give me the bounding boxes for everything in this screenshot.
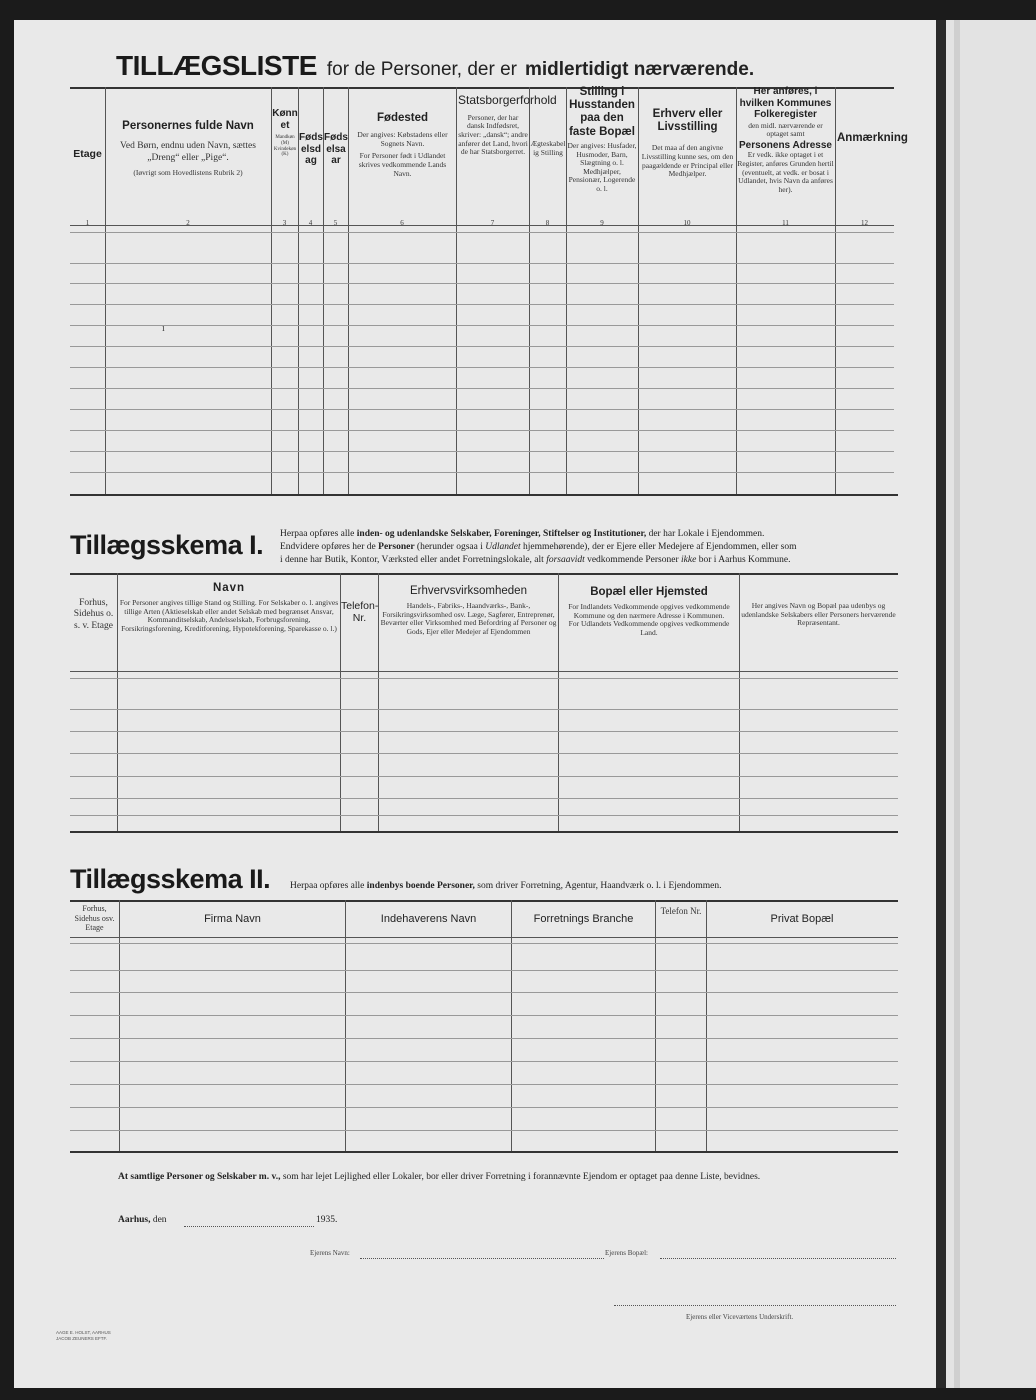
s2-row xyxy=(70,970,898,971)
s1-intro-italic: ikke xyxy=(681,554,697,565)
s1-intro-text: Endvidere opføres her de xyxy=(280,541,376,552)
t1-header-marital-title: Ægteskabelig Stilling xyxy=(530,139,566,157)
s1-intro-bold: Personer xyxy=(378,541,415,552)
s1-intro-text: hjemmehørende), der er Ejere eller Medejere af Ejendommen, eller som xyxy=(522,541,797,552)
s1-intro-text: bor i Aarhus Kommune. xyxy=(698,554,791,565)
s2-header-firm-title: Firma Navn xyxy=(204,913,261,925)
t1-header-gender-sub: Mandkøn (M) Kvindekøn (K) xyxy=(273,135,297,158)
form-sheet xyxy=(14,20,936,1388)
t1-col-divider xyxy=(105,87,106,494)
s1-header-business xyxy=(380,585,557,637)
t1-header-register-title: Her anføres, i hvilken Kommunes Folkeregister xyxy=(739,86,832,120)
t1-header-citizenship-sub: Personer, der har dansk Indfødsret, skriver: „dansk“; andre anfører det Land, hvori de har Statsborgerret. xyxy=(458,112,528,157)
s2-col-divider xyxy=(511,900,512,1151)
s1-header-residence xyxy=(560,586,738,638)
owner-name-label: Ejerens Navn: xyxy=(310,1249,350,1257)
s1-intro-text: vedkommende Personer xyxy=(587,554,679,565)
binding-spine xyxy=(936,20,946,1388)
t1-colno: 12 xyxy=(861,219,868,227)
signature-label: Ejerens eller Viceværtens Underskrift. xyxy=(686,1313,794,1321)
t1-header-birthplace xyxy=(350,112,455,178)
t1-header-marital xyxy=(530,140,566,157)
s1-row xyxy=(70,815,898,816)
title-main: TILLÆGSLISTE xyxy=(116,50,317,81)
s1-header-floor xyxy=(70,598,117,632)
t1-row xyxy=(70,472,894,473)
s2-header-private-title: Privat Bopæl xyxy=(770,913,834,925)
s1-header-phone xyxy=(341,600,378,624)
t1-header-birthday xyxy=(299,132,323,167)
s2-row xyxy=(70,1015,898,1016)
t1-colno: 4 xyxy=(308,219,313,227)
s1-header-business-title: Erhvervsvirksomheden xyxy=(410,585,527,597)
s1-top-border xyxy=(70,573,898,575)
s1-col-divider xyxy=(378,573,379,831)
s2-col-divider xyxy=(655,900,656,1151)
s2-row xyxy=(70,1107,898,1108)
s2-row xyxy=(70,1130,898,1131)
s1-header-business-sub: Handels-, Fabriks-, Haandværks-, Bank-, Forsikringsvirksomhed osv. Læge, Sagfører, Entreprenør, Beværter eller Virksomhed med Befordring af Personer og Gods, Ejer eller Medejer af Ejendommen xyxy=(380,601,557,637)
s2-row xyxy=(70,1061,898,1062)
s2-row xyxy=(70,943,898,944)
t1-header-household-sub: Der angives: Husfader, Husmoder, Barn, Slægtning o. l. Medhjælper, Pensionær, Logerende o. l. xyxy=(567,140,637,193)
s1-header-name xyxy=(119,582,339,634)
s2-header-branch xyxy=(512,913,655,926)
s2-row xyxy=(70,1038,898,1039)
s1-col-divider xyxy=(117,573,118,831)
date-year: 1935. xyxy=(316,1215,338,1225)
s1-col-divider xyxy=(739,573,740,831)
s1-header-floor-title: Forhus, Sidehus o. s. v. Etage xyxy=(73,598,114,631)
t1-row xyxy=(70,451,894,452)
s1-intro-bold: inden- og udenlandske Selskaber, Foreninger, Stiftelser og Institutioner, xyxy=(356,529,647,539)
t1-header-citizenship-title: Statsborgerforhold xyxy=(458,93,557,107)
t1-colno: 1 xyxy=(85,219,90,227)
t1-col-divider xyxy=(835,87,836,494)
t1-row xyxy=(70,409,894,410)
adjacent-page xyxy=(946,20,1036,1388)
t1-colno: 3 xyxy=(282,219,287,227)
t1-colno: 9 xyxy=(600,219,604,227)
s1-header-name-sub: For Personer angives tillige Stand og Stilling. For Selskaber o. l. angives tillige Arten (Aktieselskab eller andet Selskab med begrænset Ansvar, Kommanditselskab, Andelsselskab, Forbrugsforening, Forsikringsforening, Kreditforening, Hypotekforening, Sparekasse o. l.) xyxy=(119,598,339,634)
t1-header-name-sub: Ved Børn, endnu uden Navn, sættes „Dreng“ eller „Pige“. xyxy=(120,141,256,164)
schedule2-title: Tillægsskema II. xyxy=(70,864,271,894)
t1-header-occupation-title: Erhverv eller Livsstilling xyxy=(652,108,723,134)
t1-header-etage xyxy=(70,148,105,160)
t1-header-household xyxy=(567,86,637,194)
s1-intro-text: i denne har Butik, Kontor, Værksted eller andet Forretningslokale, alt xyxy=(280,554,544,565)
t1-header-name-title: Personernes fulde Navn xyxy=(122,120,254,132)
s2-header-private xyxy=(707,913,897,926)
s1-intro-italic: forsaavidt xyxy=(546,554,585,565)
t1-row xyxy=(70,283,894,284)
s2-intro-bold: indenbys boende Personer, xyxy=(366,881,475,891)
t1-row xyxy=(70,430,894,431)
t1-header-register-sub: den midl. nærværende er optaget samt xyxy=(748,120,823,139)
t1-row xyxy=(70,232,894,233)
t1-colno: 5 xyxy=(333,219,338,227)
s2-header-phone xyxy=(656,906,706,916)
title-rest: for de Personer, der er xyxy=(326,59,517,80)
t1-header-register xyxy=(737,86,834,194)
t1-col-divider xyxy=(348,87,349,494)
table1-bottom-border xyxy=(70,494,898,496)
title-bold: midlertidigt nærværende. xyxy=(525,59,755,80)
attestation-text: som har lejet Lejlighed eller Lokaler, bor eller driver Forretning i forannævnte Ejendom er optaget paa denne Liste, bevidnes. xyxy=(282,1172,761,1182)
s1-row xyxy=(70,709,898,710)
stray-pen-mark: ı xyxy=(162,323,165,334)
s2-header-branch-title: Forretnings Branche xyxy=(533,913,634,925)
s1-row xyxy=(70,798,898,799)
t1-header-etage-title: Etage xyxy=(73,148,102,160)
schedule1-intro xyxy=(280,528,898,566)
t1-header-remarks-title: Anmærkning xyxy=(837,132,908,144)
t1-header-birthyear-title: Fødselsaar xyxy=(324,132,348,166)
t1-colno: 7 xyxy=(490,219,495,227)
t1-header-household-title: Stilling i Husstanden paa den faste Bopæl xyxy=(569,86,635,138)
schedule2-intro xyxy=(290,880,900,893)
s2-header-floor-title: Forhus, Sidehus osv. Etage xyxy=(74,904,115,933)
s2-bottom-border xyxy=(70,1151,898,1153)
s2-header-owner-title: Indehaverens Navn xyxy=(380,913,477,925)
t1-header-birthyear xyxy=(324,132,348,167)
t1-col-divider xyxy=(456,87,457,494)
attestation-bold: At samtlige Personer og Selskaber m. v., xyxy=(118,1172,281,1182)
t1-header-birthplace-sub: Der angives: Købstadens eller Sognets Navn. xyxy=(357,130,448,148)
s2-col-divider xyxy=(706,900,707,1151)
owner-name-field[interactable] xyxy=(360,1258,604,1259)
s1-row xyxy=(70,753,898,754)
t1-col-divider xyxy=(638,87,639,494)
s1-header-residence-sub2: For Udlandets Vedkommende opgives vedkommende Land. xyxy=(568,619,730,638)
t1-row xyxy=(70,367,894,368)
s1-header-residence-title: Bopæl eller Hjemsted xyxy=(590,586,708,598)
t1-colno: 8 xyxy=(545,219,550,227)
s1-header-name-title: Navn xyxy=(212,582,246,594)
schedule1-title: Tillægsskema I. xyxy=(70,530,264,560)
s1-intro-text: der har Lokale i Ejendommen. xyxy=(648,529,765,539)
t1-colno: 10 xyxy=(683,219,691,227)
s1-intro-text: Herpaa opføres alle xyxy=(280,529,355,539)
t1-row xyxy=(70,304,894,305)
s1-intro-text: (herunder ogsaa i xyxy=(416,541,483,552)
s1-bottom-border xyxy=(70,831,898,833)
t1-header-occupation-sub: Det maa af den angivne Livsstilling kunne ses, om den paagældende er Principal eller Medhjælper. xyxy=(641,143,734,179)
owner-address-label: Ejerens Bopæl: xyxy=(605,1249,648,1257)
t1-header-name xyxy=(107,120,269,178)
s1-row xyxy=(70,731,898,732)
s2-top-border xyxy=(70,900,898,902)
attestation-statement xyxy=(118,1171,898,1184)
t1-header-register-sub2: Er vedk. ikke optaget i et Register, anføres Grunden hertil (eventuelt, at vedk. er bosat i Udlandet, hvis Navn da anføres her). xyxy=(737,150,834,194)
adjacent-page-edge xyxy=(954,20,960,1388)
s1-header-residence-sub: For Indlandets Vedkommende opgives vedkommende Kommune og den nærmere Adresse i Kommunen. xyxy=(568,602,730,620)
t1-row xyxy=(70,263,894,264)
printer-imprint: AAGE E. HOLST, AARHUS JACOB ZEUNERS EFTF. xyxy=(56,1330,111,1341)
page-title xyxy=(116,50,754,82)
s1-header-border xyxy=(70,671,898,672)
t1-header-birthplace-sub2: For Personer født i Udlandet skrives vedkommende Lands Navn. xyxy=(358,151,447,178)
t1-row xyxy=(70,325,894,326)
s1-col-divider xyxy=(558,573,559,831)
t1-header-register-title2: Personens Adresse xyxy=(738,139,832,151)
signature-field[interactable] xyxy=(614,1305,896,1306)
t1-colno: 11 xyxy=(782,219,789,227)
s2-row xyxy=(70,1084,898,1085)
t1-row xyxy=(70,388,894,389)
t1-header-gender-title: Kønnet xyxy=(272,108,298,131)
s1-row xyxy=(70,776,898,777)
t1-header-name-sub2: (Iøvrigt som Hovedlistens Rubrik 2) xyxy=(133,167,243,177)
s2-row xyxy=(70,992,898,993)
t1-header-occupation xyxy=(640,108,735,179)
date-line xyxy=(118,1214,167,1227)
t1-header-birthday-title: Fødselsdag xyxy=(299,132,323,166)
s1-intro-italic: Udlandet xyxy=(485,541,521,552)
s2-intro-text: Herpaa opføres alle xyxy=(290,881,365,891)
s2-col-divider xyxy=(119,900,120,1151)
s1-header-phone-title: Telefon-Nr. xyxy=(341,600,379,625)
s1-row xyxy=(70,678,898,679)
t1-header-birthplace-title: Fødested xyxy=(376,112,429,124)
s2-header-firm xyxy=(120,913,345,926)
s1-header-representative-sub: Her angives Navn og Bopæl paa udenbys og udenlandske Selskabers eller Personers herværende Repræsentant. xyxy=(741,601,896,628)
t1-header-gender xyxy=(272,108,298,158)
date-place: Aarhus, xyxy=(118,1215,151,1225)
owner-address-field[interactable] xyxy=(660,1258,896,1259)
date-den: den xyxy=(152,1215,167,1225)
s2-header-floor xyxy=(70,904,119,933)
t1-colno: 6 xyxy=(400,219,404,227)
t1-header-remarks xyxy=(837,132,908,145)
t1-colno: 2 xyxy=(186,219,190,227)
s1-header-representative xyxy=(741,602,896,628)
s2-header-border xyxy=(70,937,898,938)
s2-header-phone-title: Telefon Nr. xyxy=(660,906,702,916)
s2-intro-text: som driver Forretning, Agentur, Haandværk o. l. i Ejendommen. xyxy=(477,881,722,891)
date-field[interactable] xyxy=(184,1226,314,1227)
s2-header-owner xyxy=(346,913,511,926)
s2-col-divider xyxy=(345,900,346,1151)
t1-row xyxy=(70,346,894,347)
